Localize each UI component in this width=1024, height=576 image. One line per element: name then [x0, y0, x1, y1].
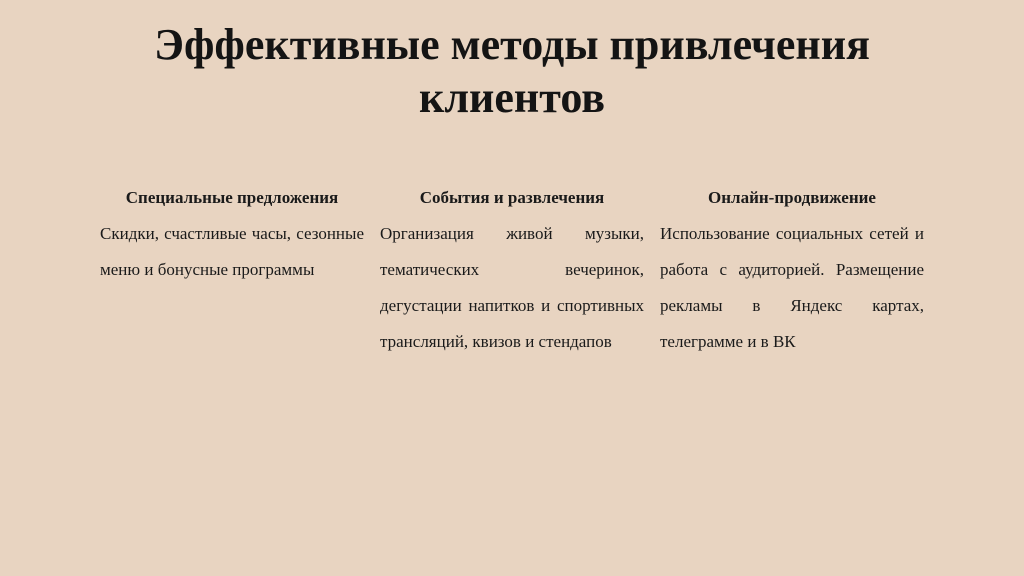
column-text: Использование социальных сетей и работа с аудиторией. Размещение рекламы в Яндекс картах, телеграмме и в ВК	[660, 224, 924, 351]
column-heading: События и развлечения	[419, 188, 605, 207]
column-events	[380, 180, 644, 360]
column-heading: Онлайн-продвижение	[708, 188, 876, 207]
slide-title: Эффективные методы привлечения клиентов	[154, 20, 870, 122]
column-heading: Специальные предложения	[125, 188, 339, 207]
column-text: Скидки, счастливые часы, сезонные меню и бонусные программы	[100, 224, 364, 279]
column-online-promotion	[660, 180, 924, 360]
column-text: Организация живой музыки, тематических вечеринок, дегустации напитков и спортивных трансляций, квизов и стендапов	[380, 224, 644, 351]
columns-row	[100, 180, 924, 360]
column-special-offers	[100, 180, 364, 360]
